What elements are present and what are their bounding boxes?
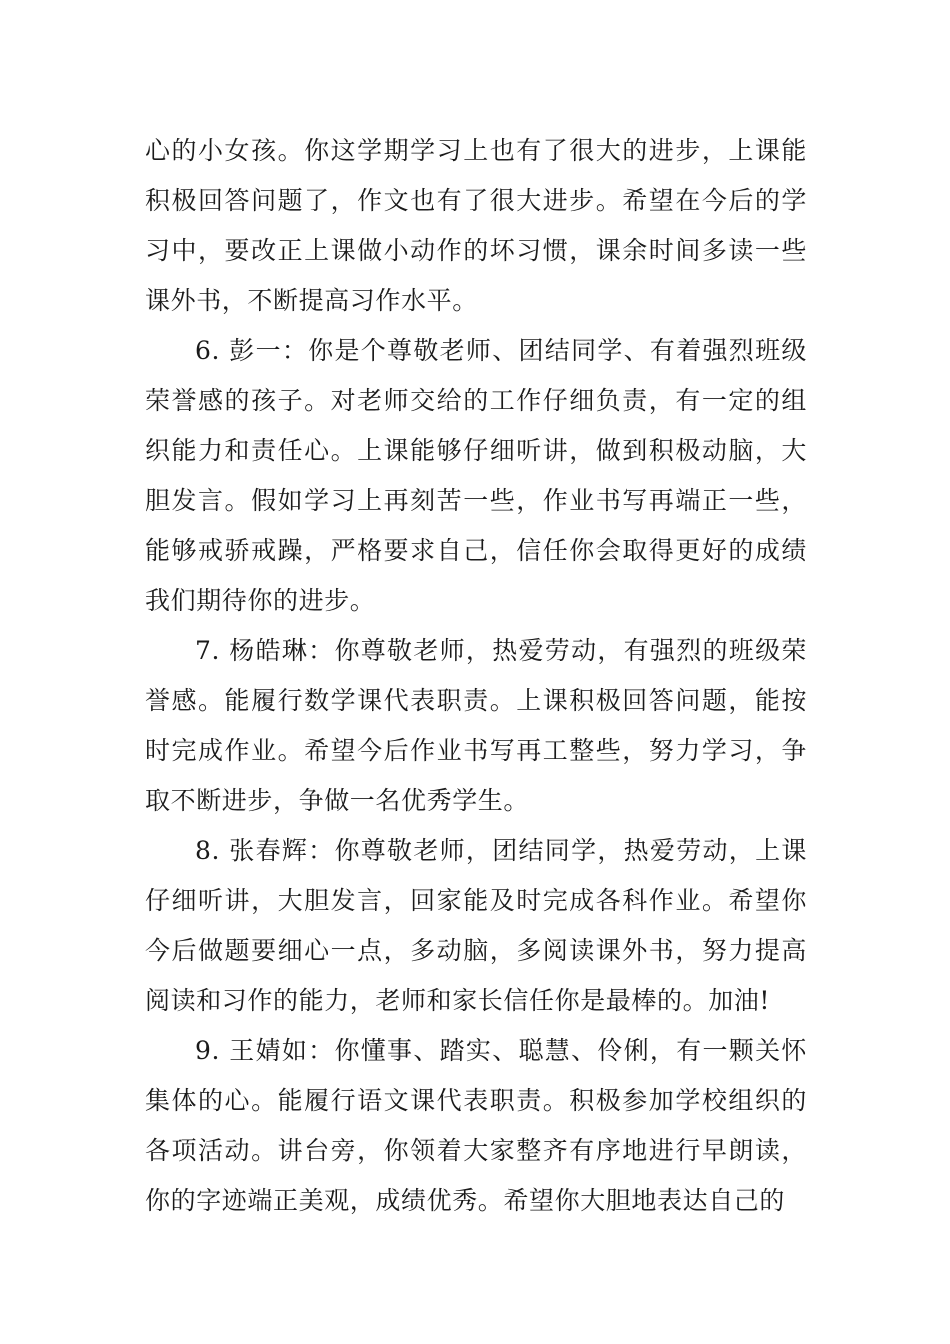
paragraph-student-6: 6. 彭一：你是个尊敬老师、团结同学、有着强烈班级荣誉感的孩子。对老师交给的工作仔细负责，有一定的组织能力和责任心。上课能够仔细听讲，做到积极动脑，大胆发言。假如学习上再刻苦一些，作业书写再端正一些，能够戒骄戒躁，严格要求自己，信任你会取得更好的成绩我们期待你的进步。	[145, 336, 807, 615]
paragraph-student-7: 7. 杨皓琳：你尊敬老师，热爱劳动，有强烈的班级荣誉感。能履行数学课代表职责。上课积极回答问题，能按时完成作业。希望今后作业书写再工整些，努力学习，争取不断进步，争做一名优秀学生。	[145, 636, 807, 815]
document-body	[145, 126, 807, 1226]
paragraph-continuation: 心的小女孩。你这学期学习上也有了很大的进步，上课能积极回答问题了，作文也有了很大进步。希望在今后的学习中，要改正上课做小动作的坏习惯，课余时间多读一些课外书，不断提高习作水平。	[145, 136, 807, 315]
paragraph-student-8: 8. 张春辉：你尊敬老师，团结同学，热爱劳动，上课仔细听讲，大胆发言，回家能及时完成各科作业。希望你今后做题要细心一点，多动脑，多阅读课外书，努力提高阅读和习作的能力，老师和家长信任你是最棒的。加油!	[145, 836, 807, 1015]
paragraph-student-9: 9. 王婧如：你懂事、踏实、聪慧、伶俐，有一颗关怀集体的心。能履行语文课代表职责。积极参加学校组织的各项活动。讲台旁，你领着大家整齐有序地进行早朗读，你的字迹端正美观，成绩优秀。希望你大胆地表达自己的	[145, 1036, 807, 1215]
